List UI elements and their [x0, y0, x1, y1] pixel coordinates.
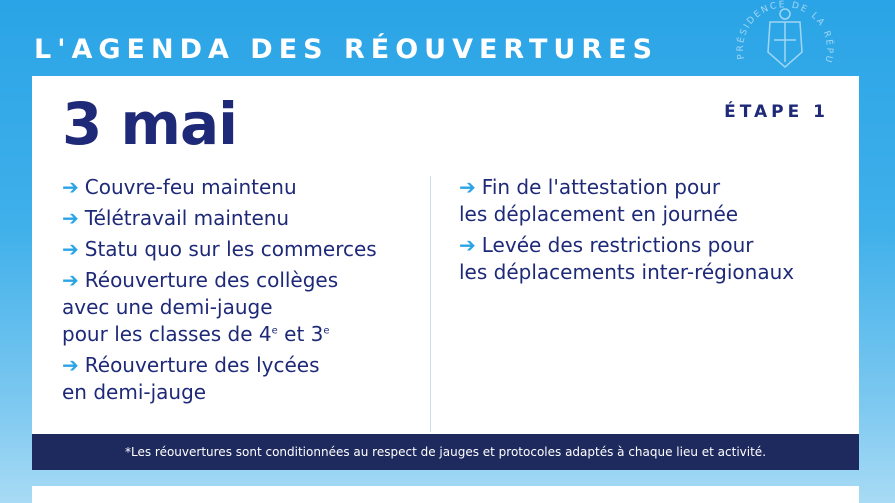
arrow-right-icon: ➔	[62, 206, 79, 230]
arrow-right-icon: ➔	[459, 233, 476, 257]
page-title: L'AGENDA DES RÉOUVERTURES	[34, 34, 659, 65]
presidential-seal-icon	[730, 0, 840, 82]
column-divider	[430, 176, 431, 432]
footnote-bar	[32, 434, 859, 470]
list-item: ➔ Fin de l'attestation pour les déplacement en journée	[459, 175, 739, 226]
list-item: ➔ Réouverture des collèges avec une demi-jauge pour les classes de 4e et 3e	[62, 268, 339, 346]
next-card	[32, 486, 859, 503]
list-item: ➔ Levée des restrictions pour les déplacements inter-régionaux	[459, 233, 795, 284]
arrow-right-icon: ➔	[62, 237, 79, 261]
footnote-text: *Les réouvertures sont conditionnées au respect de jauges et protocoles adaptés à chaque lieu et activité.	[124, 445, 767, 459]
stage-label: ÉTAPE 1	[724, 102, 829, 122]
arrow-right-icon: ➔	[62, 268, 79, 292]
arrow-right-icon: ➔	[62, 175, 79, 199]
agenda-card	[32, 76, 859, 470]
list-item: ➔ Réouverture des lycées en demi-jauge	[62, 353, 320, 404]
left-column	[62, 174, 442, 410]
list-item: ➔ Télétravail maintenu	[62, 206, 290, 230]
arrow-right-icon: ➔	[62, 353, 79, 377]
list-item: ➔ Couvre-feu maintenu	[62, 175, 297, 199]
list-item: ➔ Statu quo sur les commerces	[62, 237, 377, 261]
date-heading: 3 mai	[62, 90, 238, 158]
arrow-right-icon: ➔	[459, 175, 476, 199]
right-column	[459, 174, 849, 290]
seal-text: PRÉSIDENCE DE LA RÉPU	[735, 0, 835, 66]
